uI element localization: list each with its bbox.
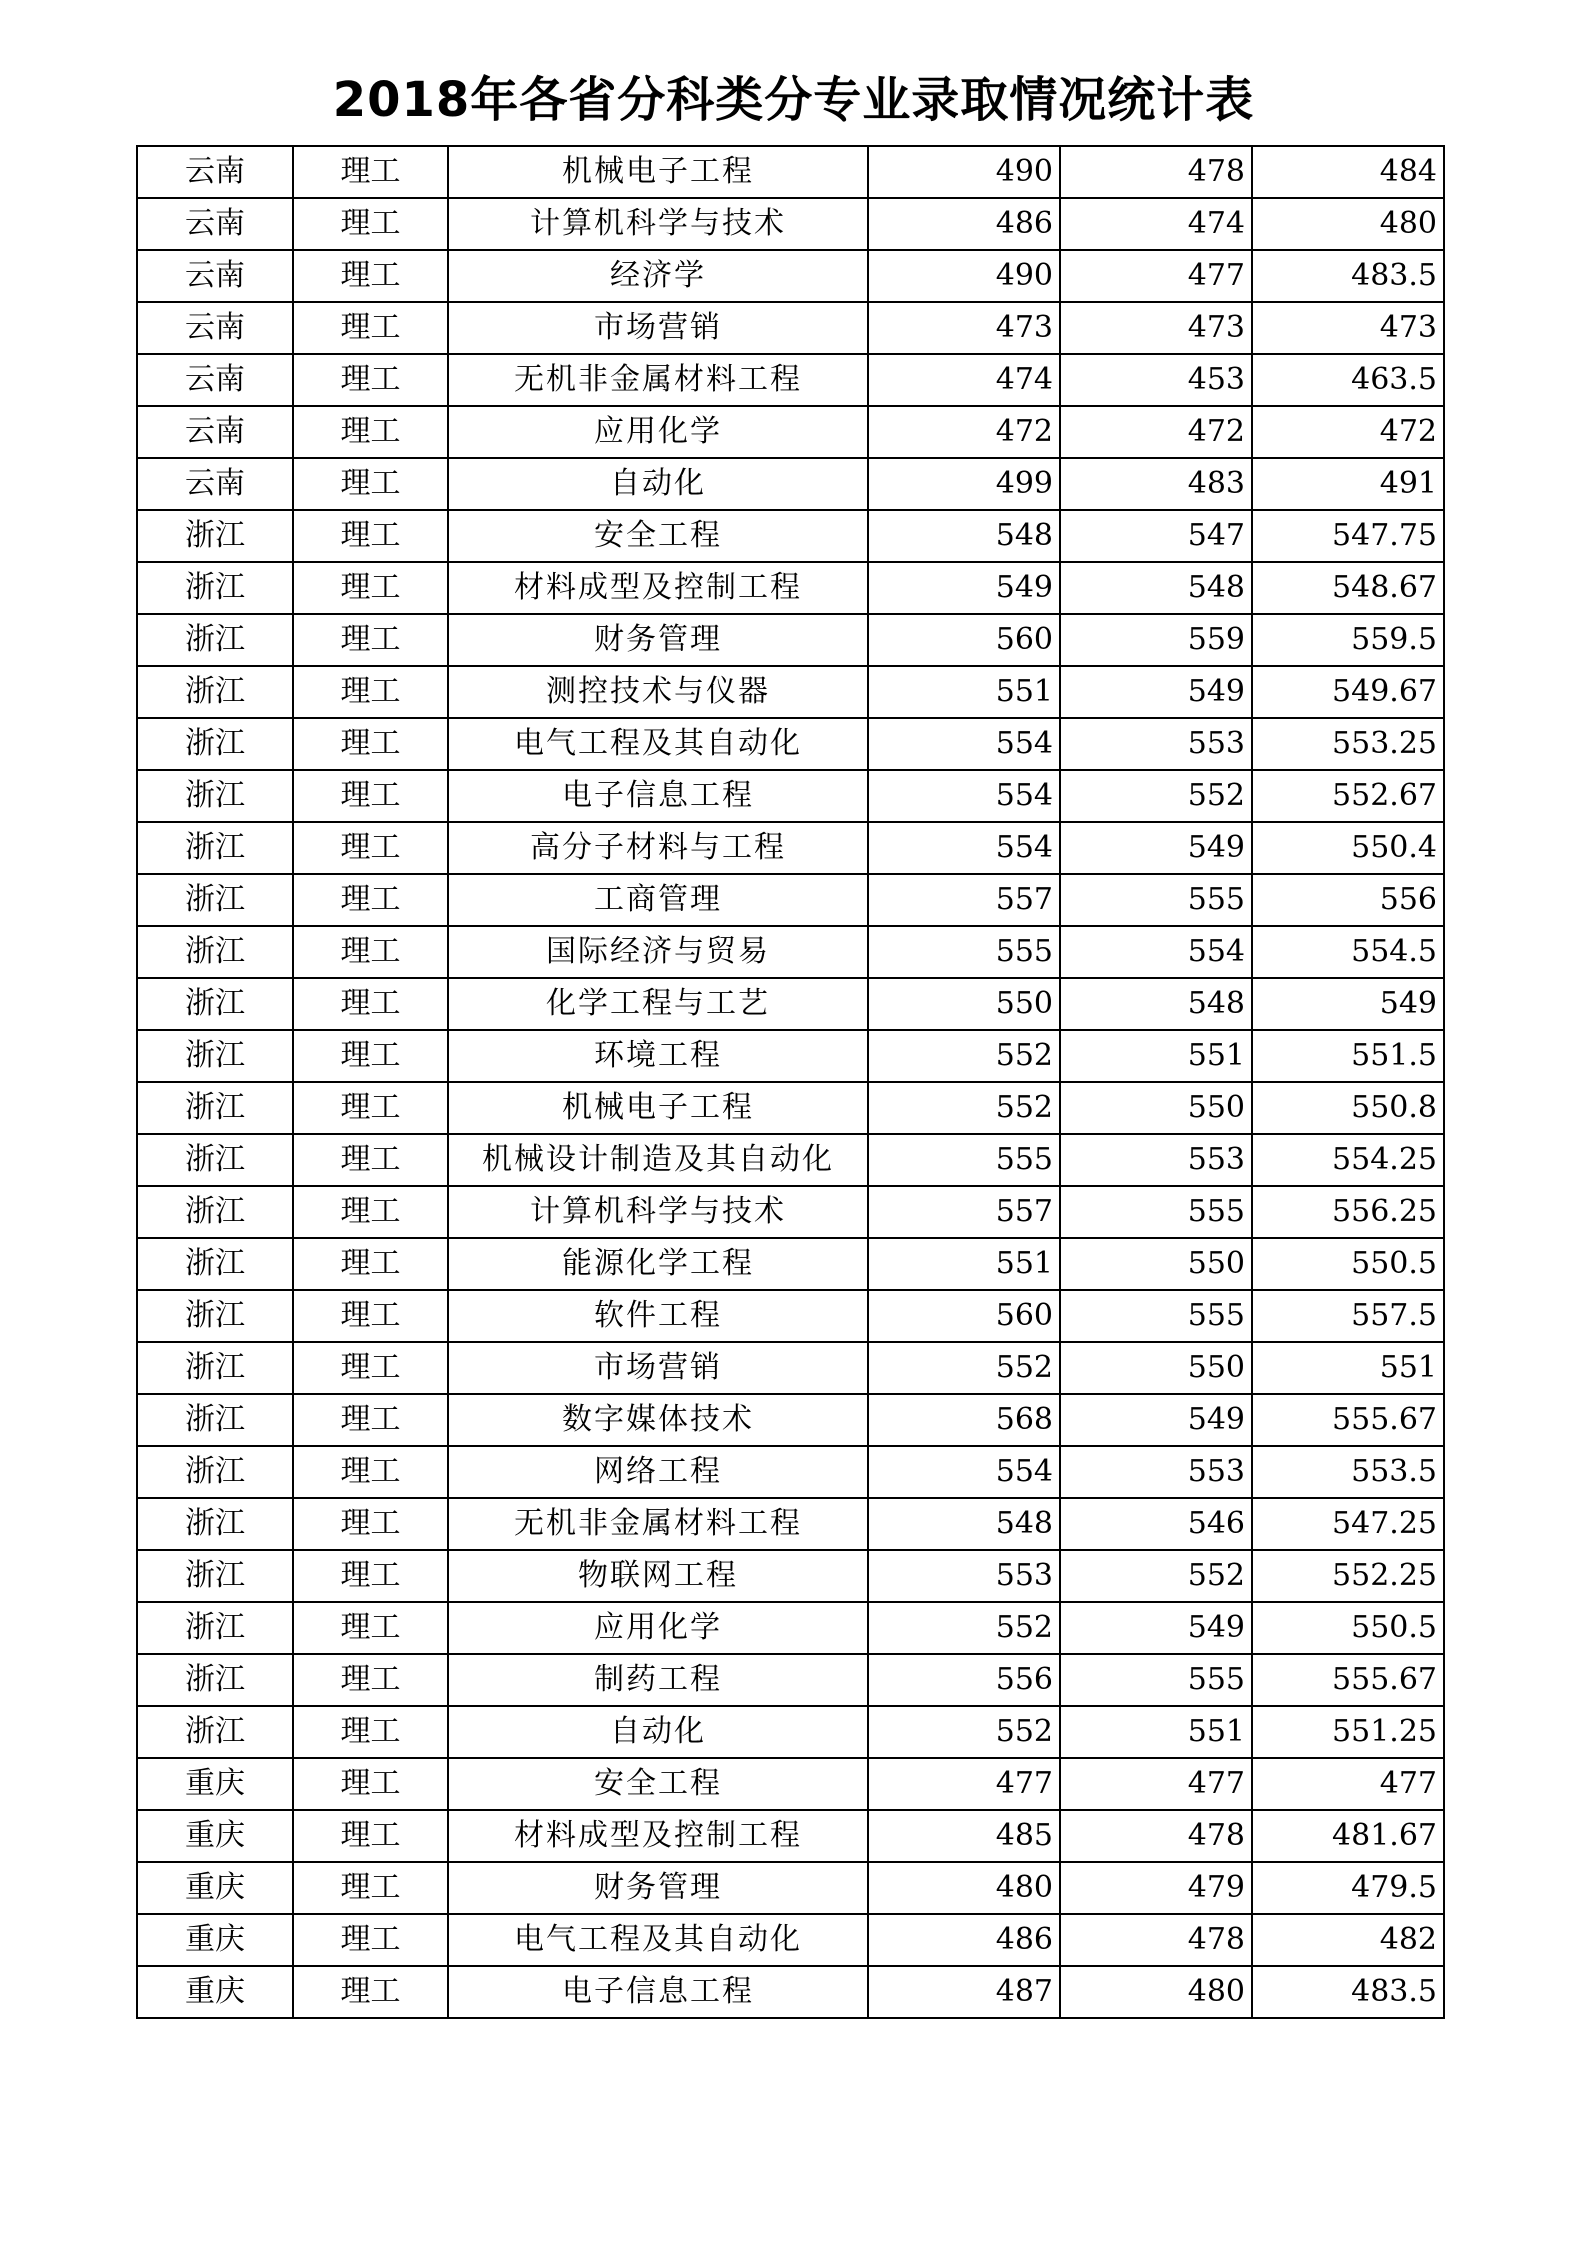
avg-score-cell: 554.25: [1252, 1134, 1444, 1186]
max-score-cell: 557: [868, 874, 1060, 926]
category-cell: 理工: [293, 1446, 448, 1498]
province-cell: 浙江: [137, 1394, 293, 1446]
avg-score-cell: 551.5: [1252, 1030, 1444, 1082]
min-score-cell: 551: [1060, 1706, 1252, 1758]
table-row: [137, 874, 1444, 926]
table-row: [137, 1394, 1444, 1446]
province-cell: 浙江: [137, 1342, 293, 1394]
category-cell: 理工: [293, 1342, 448, 1394]
category-cell: 理工: [293, 1862, 448, 1914]
province-cell: 重庆: [137, 1966, 293, 2018]
table-row: [137, 1186, 1444, 1238]
major-cell: 物联网工程: [448, 1550, 868, 1602]
max-score-cell: 549: [868, 562, 1060, 614]
major-cell: 工商管理: [448, 874, 868, 926]
table-row: [137, 1238, 1444, 1290]
avg-score-cell: 473: [1252, 302, 1444, 354]
min-score-cell: 555: [1060, 1654, 1252, 1706]
table-row: [137, 510, 1444, 562]
avg-score-cell: 554.5: [1252, 926, 1444, 978]
min-score-cell: 478: [1060, 1914, 1252, 1966]
max-score-cell: 551: [868, 1238, 1060, 1290]
avg-score-cell: 483.5: [1252, 1966, 1444, 2018]
category-cell: 理工: [293, 1602, 448, 1654]
category-cell: 理工: [293, 1134, 448, 1186]
province-cell: 云南: [137, 302, 293, 354]
province-cell: 浙江: [137, 770, 293, 822]
min-score-cell: 548: [1060, 562, 1252, 614]
major-cell: 材料成型及控制工程: [448, 562, 868, 614]
avg-score-cell: 483.5: [1252, 250, 1444, 302]
min-score-cell: 477: [1060, 250, 1252, 302]
max-score-cell: 557: [868, 1186, 1060, 1238]
major-cell: 机械电子工程: [448, 1082, 868, 1134]
min-score-cell: 554: [1060, 926, 1252, 978]
category-cell: 理工: [293, 1498, 448, 1550]
min-score-cell: 549: [1060, 1394, 1252, 1446]
max-score-cell: 555: [868, 926, 1060, 978]
category-cell: 理工: [293, 1758, 448, 1810]
province-cell: 浙江: [137, 1082, 293, 1134]
major-cell: 高分子材料与工程: [448, 822, 868, 874]
table-row: [137, 822, 1444, 874]
province-cell: 浙江: [137, 1654, 293, 1706]
category-cell: 理工: [293, 1966, 448, 2018]
category-cell: 理工: [293, 198, 448, 250]
max-score-cell: 485: [868, 1810, 1060, 1862]
major-cell: 能源化学工程: [448, 1238, 868, 1290]
table-row: [137, 1914, 1444, 1966]
min-score-cell: 551: [1060, 1030, 1252, 1082]
table-row: [137, 1810, 1444, 1862]
province-cell: 云南: [137, 146, 293, 198]
major-cell: 市场营销: [448, 1342, 868, 1394]
max-score-cell: 499: [868, 458, 1060, 510]
major-cell: 应用化学: [448, 406, 868, 458]
max-score-cell: 490: [868, 146, 1060, 198]
avg-score-cell: 472: [1252, 406, 1444, 458]
category-cell: 理工: [293, 926, 448, 978]
category-cell: 理工: [293, 250, 448, 302]
avg-score-cell: 491: [1252, 458, 1444, 510]
major-cell: 无机非金属材料工程: [448, 1498, 868, 1550]
min-score-cell: 478: [1060, 1810, 1252, 1862]
max-score-cell: 554: [868, 770, 1060, 822]
avg-score-cell: 551.25: [1252, 1706, 1444, 1758]
province-cell: 浙江: [137, 1030, 293, 1082]
category-cell: 理工: [293, 302, 448, 354]
category-cell: 理工: [293, 1186, 448, 1238]
province-cell: 云南: [137, 406, 293, 458]
avg-score-cell: 557.5: [1252, 1290, 1444, 1342]
province-cell: 云南: [137, 198, 293, 250]
table-row: [137, 1134, 1444, 1186]
avg-score-cell: 480: [1252, 198, 1444, 250]
table-row: [137, 406, 1444, 458]
avg-score-cell: 555.67: [1252, 1394, 1444, 1446]
min-score-cell: 472: [1060, 406, 1252, 458]
avg-score-cell: 547.25: [1252, 1498, 1444, 1550]
max-score-cell: 552: [868, 1602, 1060, 1654]
table-row: [137, 1446, 1444, 1498]
max-score-cell: 568: [868, 1394, 1060, 1446]
min-score-cell: 547: [1060, 510, 1252, 562]
avg-score-cell: 559.5: [1252, 614, 1444, 666]
max-score-cell: 552: [868, 1030, 1060, 1082]
max-score-cell: 551: [868, 666, 1060, 718]
min-score-cell: 555: [1060, 874, 1252, 926]
avg-score-cell: 477: [1252, 1758, 1444, 1810]
province-cell: 重庆: [137, 1758, 293, 1810]
min-score-cell: 550: [1060, 1082, 1252, 1134]
min-score-cell: 553: [1060, 1446, 1252, 1498]
max-score-cell: 487: [868, 1966, 1060, 2018]
category-cell: 理工: [293, 978, 448, 1030]
avg-score-cell: 553.25: [1252, 718, 1444, 770]
max-score-cell: 548: [868, 510, 1060, 562]
min-score-cell: 553: [1060, 718, 1252, 770]
max-score-cell: 472: [868, 406, 1060, 458]
max-score-cell: 486: [868, 198, 1060, 250]
max-score-cell: 477: [868, 1758, 1060, 1810]
major-cell: 市场营销: [448, 302, 868, 354]
major-cell: 化学工程与工艺: [448, 978, 868, 1030]
province-cell: 浙江: [137, 510, 293, 562]
max-score-cell: 554: [868, 718, 1060, 770]
max-score-cell: 554: [868, 1446, 1060, 1498]
avg-score-cell: 550.5: [1252, 1602, 1444, 1654]
min-score-cell: 555: [1060, 1186, 1252, 1238]
category-cell: 理工: [293, 458, 448, 510]
max-score-cell: 552: [868, 1706, 1060, 1758]
admission-stats-table: [136, 145, 1445, 2019]
province-cell: 浙江: [137, 1550, 293, 1602]
major-cell: 计算机科学与技术: [448, 1186, 868, 1238]
avg-score-cell: 553.5: [1252, 1446, 1444, 1498]
province-cell: 重庆: [137, 1810, 293, 1862]
table-row: [137, 250, 1444, 302]
category-cell: 理工: [293, 1914, 448, 1966]
category-cell: 理工: [293, 354, 448, 406]
min-score-cell: 478: [1060, 146, 1252, 198]
table-row: [137, 1030, 1444, 1082]
min-score-cell: 549: [1060, 822, 1252, 874]
avg-score-cell: 479.5: [1252, 1862, 1444, 1914]
category-cell: 理工: [293, 1810, 448, 1862]
min-score-cell: 474: [1060, 198, 1252, 250]
category-cell: 理工: [293, 1238, 448, 1290]
avg-score-cell: 550.8: [1252, 1082, 1444, 1134]
max-score-cell: 555: [868, 1134, 1060, 1186]
category-cell: 理工: [293, 1654, 448, 1706]
avg-score-cell: 484: [1252, 146, 1444, 198]
major-cell: 自动化: [448, 458, 868, 510]
max-score-cell: 552: [868, 1342, 1060, 1394]
table-row: [137, 1966, 1444, 2018]
table-row: [137, 562, 1444, 614]
table-row: [137, 1862, 1444, 1914]
table-row: [137, 1706, 1444, 1758]
province-cell: 云南: [137, 354, 293, 406]
max-score-cell: 474: [868, 354, 1060, 406]
province-cell: 云南: [137, 458, 293, 510]
min-score-cell: 546: [1060, 1498, 1252, 1550]
max-score-cell: 554: [868, 822, 1060, 874]
category-cell: 理工: [293, 666, 448, 718]
category-cell: 理工: [293, 1030, 448, 1082]
min-score-cell: 479: [1060, 1862, 1252, 1914]
table-row: [137, 1550, 1444, 1602]
major-cell: 电气工程及其自动化: [448, 1914, 868, 1966]
province-cell: 重庆: [137, 1862, 293, 1914]
category-cell: 理工: [293, 146, 448, 198]
major-cell: 安全工程: [448, 1758, 868, 1810]
avg-score-cell: 481.67: [1252, 1810, 1444, 1862]
province-cell: 浙江: [137, 1602, 293, 1654]
category-cell: 理工: [293, 874, 448, 926]
table-row: [137, 302, 1444, 354]
max-score-cell: 486: [868, 1914, 1060, 1966]
table-row: [137, 1342, 1444, 1394]
category-cell: 理工: [293, 822, 448, 874]
major-cell: 数字媒体技术: [448, 1394, 868, 1446]
table-row: [137, 458, 1444, 510]
major-cell: 电子信息工程: [448, 1966, 868, 2018]
avg-score-cell: 552.25: [1252, 1550, 1444, 1602]
max-score-cell: 552: [868, 1082, 1060, 1134]
min-score-cell: 550: [1060, 1342, 1252, 1394]
avg-score-cell: 551: [1252, 1342, 1444, 1394]
min-score-cell: 555: [1060, 1290, 1252, 1342]
province-cell: 浙江: [137, 1446, 293, 1498]
major-cell: 应用化学: [448, 1602, 868, 1654]
avg-score-cell: 482: [1252, 1914, 1444, 1966]
province-cell: 浙江: [137, 1238, 293, 1290]
province-cell: 浙江: [137, 1134, 293, 1186]
category-cell: 理工: [293, 1082, 448, 1134]
table-row: [137, 666, 1444, 718]
category-cell: 理工: [293, 1290, 448, 1342]
max-score-cell: 560: [868, 1290, 1060, 1342]
avg-score-cell: 556.25: [1252, 1186, 1444, 1238]
avg-score-cell: 552.67: [1252, 770, 1444, 822]
avg-score-cell: 549: [1252, 978, 1444, 1030]
table-row: [137, 1602, 1444, 1654]
category-cell: 理工: [293, 562, 448, 614]
avg-score-cell: 549.67: [1252, 666, 1444, 718]
table-body: [137, 146, 1444, 2018]
table-row: [137, 1654, 1444, 1706]
min-score-cell: 552: [1060, 770, 1252, 822]
major-cell: 材料成型及控制工程: [448, 1810, 868, 1862]
min-score-cell: 549: [1060, 1602, 1252, 1654]
category-cell: 理工: [293, 510, 448, 562]
table-row: [137, 770, 1444, 822]
major-cell: 计算机科学与技术: [448, 198, 868, 250]
major-cell: 机械电子工程: [448, 146, 868, 198]
min-score-cell: 552: [1060, 1550, 1252, 1602]
major-cell: 网络工程: [448, 1446, 868, 1498]
table-row: [137, 1082, 1444, 1134]
category-cell: 理工: [293, 718, 448, 770]
major-cell: 电子信息工程: [448, 770, 868, 822]
min-score-cell: 473: [1060, 302, 1252, 354]
min-score-cell: 548: [1060, 978, 1252, 1030]
province-cell: 浙江: [137, 926, 293, 978]
province-cell: 浙江: [137, 874, 293, 926]
avg-score-cell: 548.67: [1252, 562, 1444, 614]
table-row: [137, 146, 1444, 198]
major-cell: 制药工程: [448, 1654, 868, 1706]
province-cell: 浙江: [137, 718, 293, 770]
province-cell: 浙江: [137, 1706, 293, 1758]
max-score-cell: 473: [868, 302, 1060, 354]
province-cell: 浙江: [137, 666, 293, 718]
page-title: 2018年各省分科类分专业录取情况统计表: [332, 72, 1255, 128]
min-score-cell: 483: [1060, 458, 1252, 510]
min-score-cell: 480: [1060, 1966, 1252, 2018]
major-cell: 电气工程及其自动化: [448, 718, 868, 770]
province-cell: 浙江: [137, 1498, 293, 1550]
category-cell: 理工: [293, 1394, 448, 1446]
table-row: [137, 1290, 1444, 1342]
avg-score-cell: 547.75: [1252, 510, 1444, 562]
table-row: [137, 718, 1444, 770]
major-cell: 自动化: [448, 1706, 868, 1758]
avg-score-cell: 556: [1252, 874, 1444, 926]
table-row: [137, 926, 1444, 978]
province-cell: 云南: [137, 250, 293, 302]
min-score-cell: 550: [1060, 1238, 1252, 1290]
min-score-cell: 477: [1060, 1758, 1252, 1810]
table-row: [137, 1758, 1444, 1810]
major-cell: 财务管理: [448, 614, 868, 666]
max-score-cell: 560: [868, 614, 1060, 666]
avg-score-cell: 550.5: [1252, 1238, 1444, 1290]
province-cell: 浙江: [137, 562, 293, 614]
major-cell: 软件工程: [448, 1290, 868, 1342]
category-cell: 理工: [293, 1550, 448, 1602]
table-row: [137, 614, 1444, 666]
province-cell: 浙江: [137, 822, 293, 874]
min-score-cell: 453: [1060, 354, 1252, 406]
min-score-cell: 553: [1060, 1134, 1252, 1186]
table-row: [137, 354, 1444, 406]
avg-score-cell: 463.5: [1252, 354, 1444, 406]
province-cell: 浙江: [137, 1290, 293, 1342]
max-score-cell: 490: [868, 250, 1060, 302]
avg-score-cell: 555.67: [1252, 1654, 1444, 1706]
province-cell: 浙江: [137, 978, 293, 1030]
max-score-cell: 480: [868, 1862, 1060, 1914]
max-score-cell: 556: [868, 1654, 1060, 1706]
province-cell: 浙江: [137, 614, 293, 666]
category-cell: 理工: [293, 1706, 448, 1758]
major-cell: 无机非金属材料工程: [448, 354, 868, 406]
max-score-cell: 548: [868, 1498, 1060, 1550]
major-cell: 安全工程: [448, 510, 868, 562]
category-cell: 理工: [293, 770, 448, 822]
major-cell: 环境工程: [448, 1030, 868, 1082]
max-score-cell: 550: [868, 978, 1060, 1030]
province-cell: 重庆: [137, 1914, 293, 1966]
min-score-cell: 549: [1060, 666, 1252, 718]
major-cell: 财务管理: [448, 1862, 868, 1914]
category-cell: 理工: [293, 614, 448, 666]
min-score-cell: 559: [1060, 614, 1252, 666]
major-cell: 经济学: [448, 250, 868, 302]
category-cell: 理工: [293, 406, 448, 458]
table-row: [137, 978, 1444, 1030]
major-cell: 国际经济与贸易: [448, 926, 868, 978]
major-cell: 机械设计制造及其自动化: [448, 1134, 868, 1186]
major-cell: 测控技术与仪器: [448, 666, 868, 718]
table-row: [137, 1498, 1444, 1550]
province-cell: 浙江: [137, 1186, 293, 1238]
table-row: [137, 198, 1444, 250]
max-score-cell: 553: [868, 1550, 1060, 1602]
avg-score-cell: 550.4: [1252, 822, 1444, 874]
